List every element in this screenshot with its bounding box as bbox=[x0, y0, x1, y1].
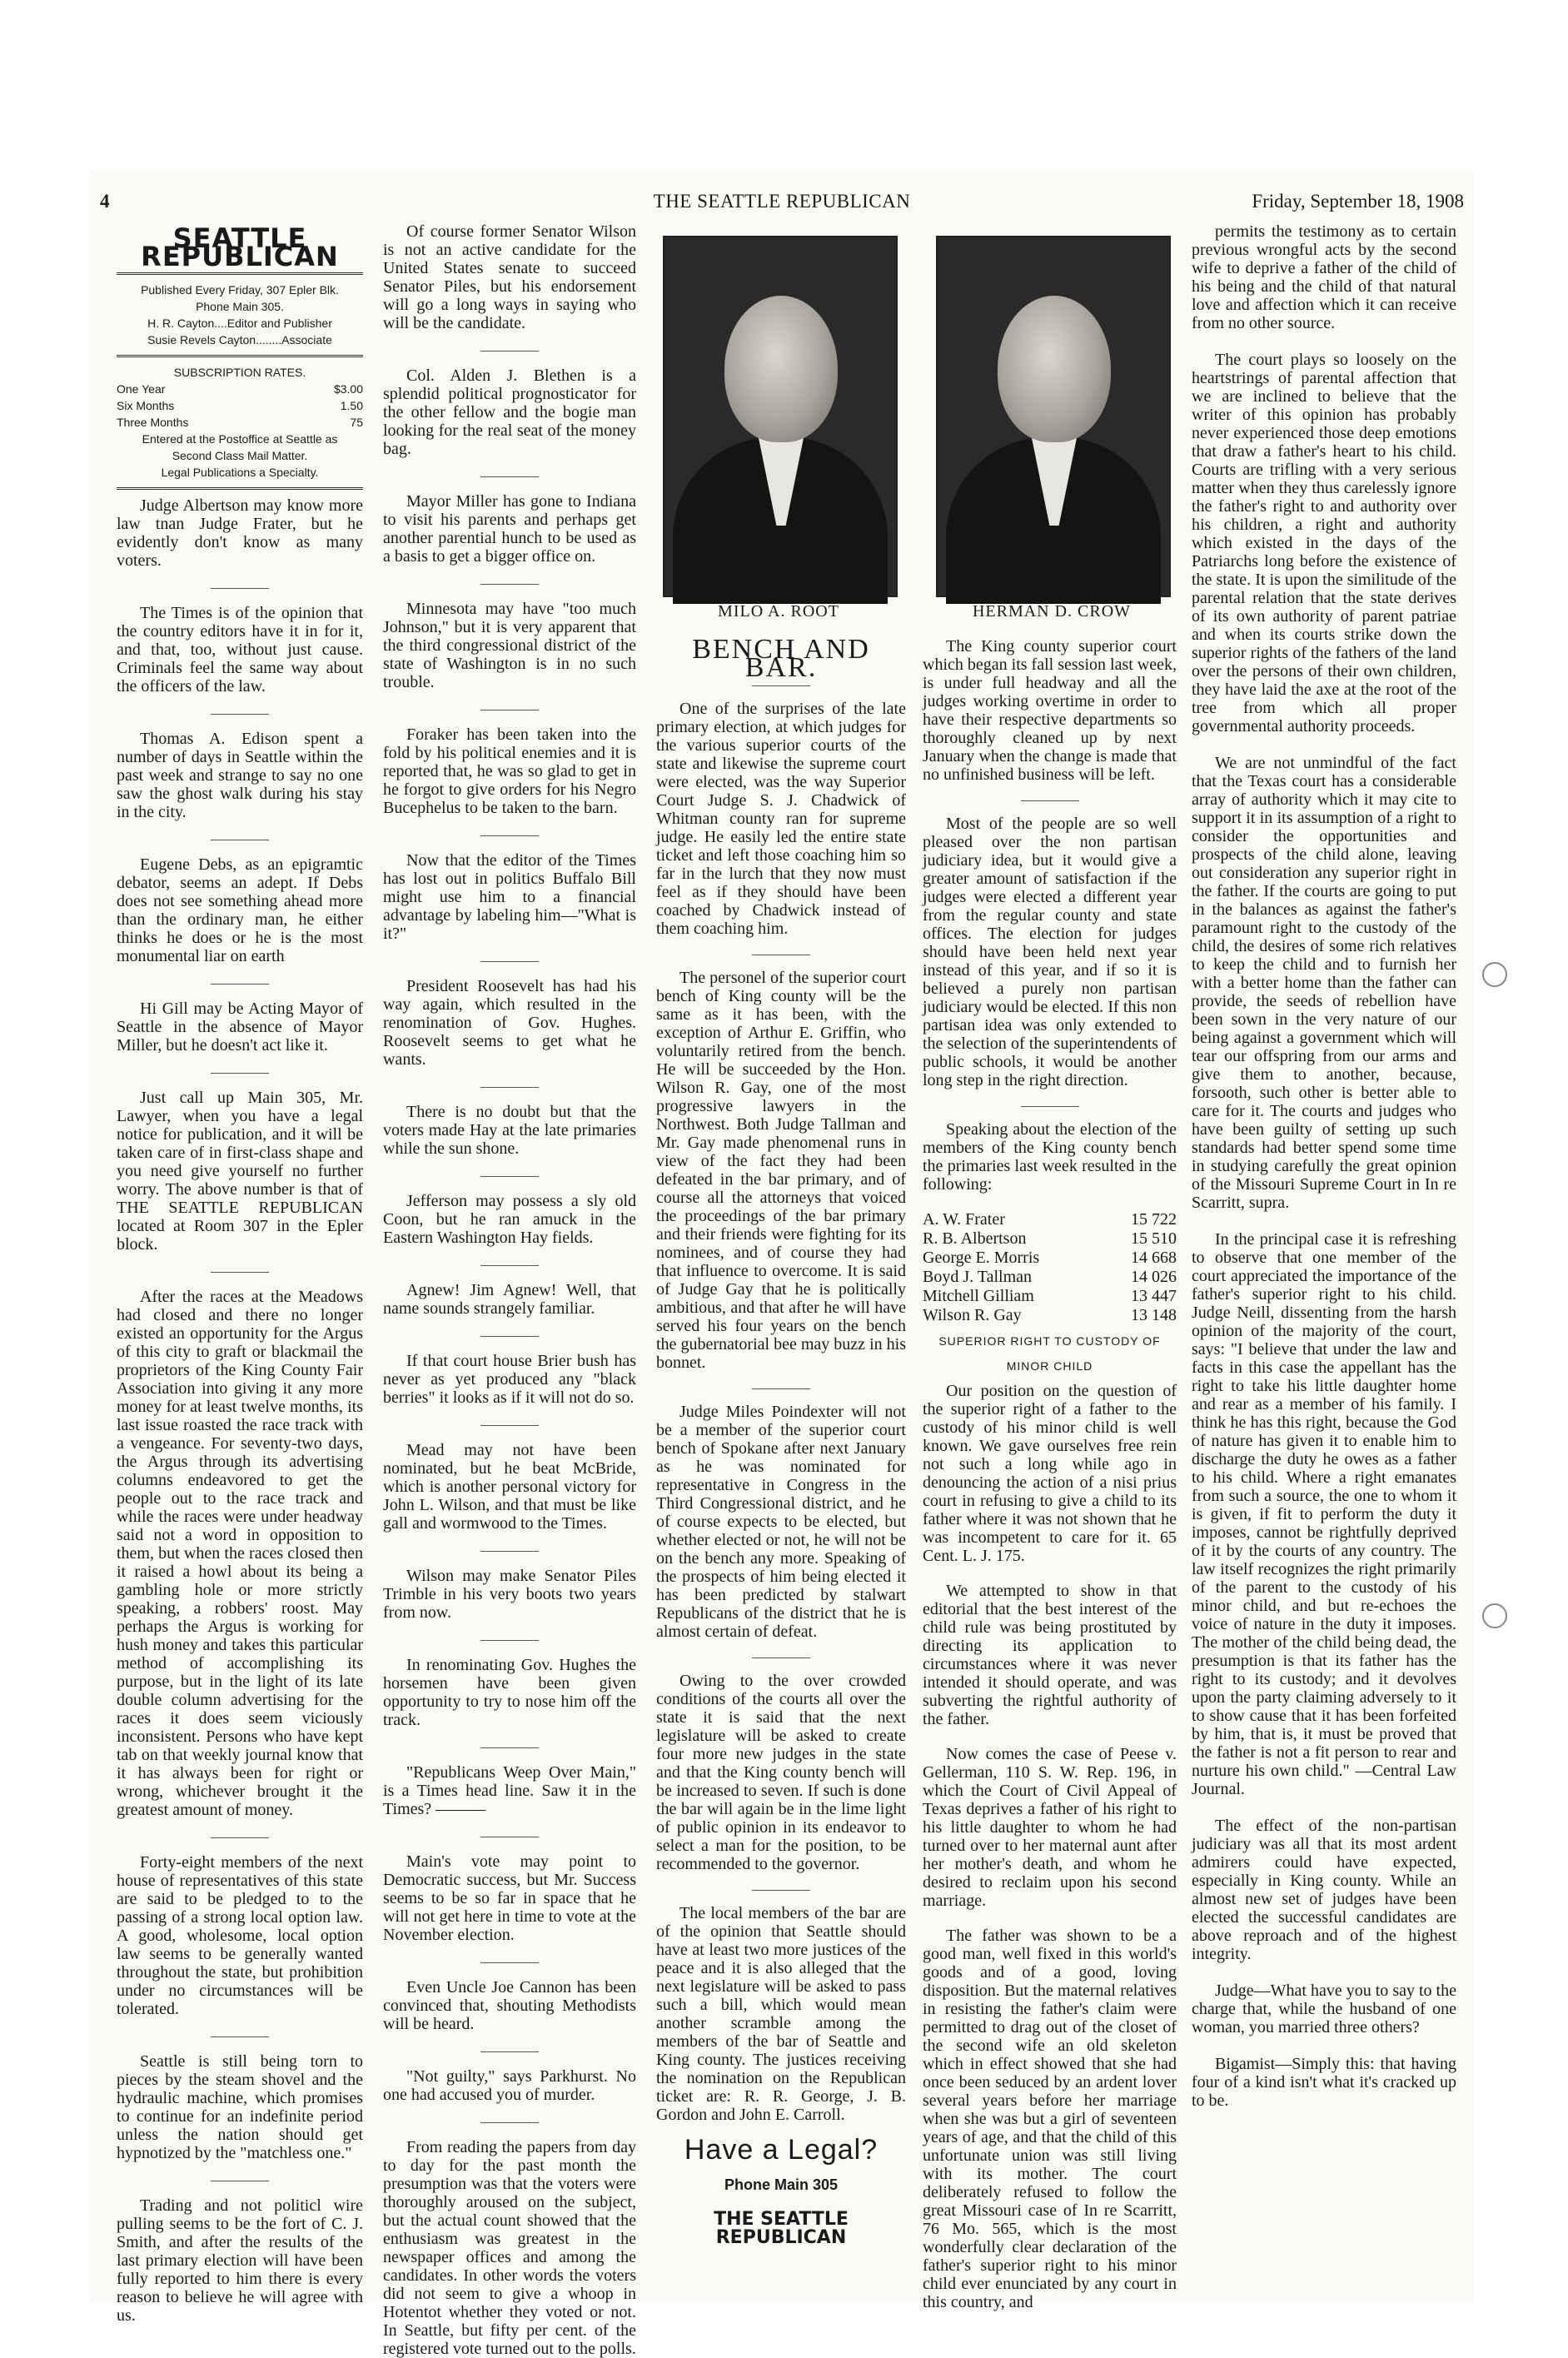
paragraph: Col. Alden J. Blethen is a splendid political prognosticator for the other fellow and the bogie man looking for the real seat of the money bag. bbox=[383, 366, 636, 458]
paragraph: The local members of the bar are of the opinion that Seattle should have at least two more justices of the peace and it is also alleged that the next legislature will be asked to pass such a bill, which would mean another scramble among the members of the bar of Seattle and King county. The justices receiving the nomination on the Republican ticket are: R. R. George, J. B. Gordon and John E. Carroll. bbox=[656, 1904, 906, 2124]
rate-row: Six Months 1.50 bbox=[117, 399, 363, 412]
paragraph: Thomas A. Edison spent a number of days in Seattle within the past week and strange to say no one saw the ghost walk during his stay in the city. bbox=[117, 730, 363, 821]
paragraph: Wilson may make Senator Piles Trimble in his very boots two years from now. bbox=[383, 1567, 636, 1622]
result-row: Boyd J. Tallman 14 026 bbox=[923, 1268, 1177, 1286]
divider bbox=[480, 584, 539, 585]
divider bbox=[211, 1073, 269, 1074]
paragraph: Judge Albertson may know more law tnan Judge Frater, but he evidently don't know as many voters. bbox=[117, 496, 363, 570]
column-3 bbox=[656, 634, 906, 2270]
column-4-bottom bbox=[923, 1382, 1177, 2311]
newspaper-page bbox=[90, 171, 1474, 2358]
paragraph: The personel of the superior court bench of King county will be the same as it has been, with the exception of Arthur E. Griffin, who voluntarily retired from the bench. He will be succeeded by the Hon. Wilson R. Gay, one of the most progressive lawyers in the Northwest. Both Judge Tallman and Mr. Gay made phenomenal runs in view of the fact they had been defeated in the bar primary, and of course all the attorneys that voiced the proceedings of the bar primary and their friends were fighting for its nominees, and of course they had that influence to overcome. It is said of Judge Gay that he is politically ambitious, and that after he will have served his four years on the bench the gubernatorial bee may buzz in his bonnet. bbox=[656, 969, 906, 1372]
divider bbox=[1021, 1106, 1079, 1107]
binding-hole bbox=[1482, 1603, 1507, 1628]
divider bbox=[480, 1087, 539, 1088]
masthead-line-4: Susie Revels Cayton........Associate bbox=[147, 333, 332, 346]
paragraph: After the races at the Meadows had closed and there no longer existed an opportunity for the Argus of this city to graft or blackmail the proprietors of the King County Fair Association into giving it any more money for at least twelve months, its last issue roasted the race track with a vengeance. For seventy-two days, the Argus through its advertising columns endeavored to get the people out to the race track and while the races were under headway said not a word in opposition to them, but when the races closed then it raised a howl about its being a gambling hole or more strictly speaking, a robbers' roost. May perhaps the Argus is working for hush money and takes this particular method of accomplishing its purpose, but in the light of its late double column advertising for the races it does seem viciously inconsistent. Persons who have kept tab on that weekly journal know that it has always been for right or wrong, whichever brought it the greatest amount of money. bbox=[117, 1288, 363, 1819]
paragraph: Now comes the case of Peese v. Gellerman, 110 S. W. Rep. 196, in which the Court of Civil Appeal of Texas deprives a father of his right to his little daughter to whom he had turned over to her maternal aunt after her mother's death, and whom he desired to reclaim upon his second marriage. bbox=[923, 1745, 1177, 1910]
divider bbox=[480, 1962, 539, 1963]
paragraph: The father was shown to be a good man, well fixed in this world's goods and of a good, loving disposition. But the maternal relatives in resisting the father's claim were permitted to drag out of the closet of the second wife an old skeleton which in effect showed that she had once been seduced by an ardent lover several years before her marriage when she was but a girl of seventeen years of age, and that the child of this unfortunate union was still living with its mother. The court deliberately refused to follow the great Missouri case of In re Scarritt, 76 Mo. 565, which is the most wonderfully clear declaration of the father's superior right to his minor child ever enunciated by any court in this country, and bbox=[923, 1927, 1177, 2311]
paragraph: If that court house Brier bush has never as yet produced any "black berries" it looks as if it will not do so. bbox=[383, 1352, 636, 1407]
paragraph: In the principal case it is refreshing to observe that one member of the court appreciated the importance of the father's superior right to his child. Judge Neill, dissenting from the harsh opinion of the majority of the court, says: "I believe that under the law and facts in this case the appellant has the right to take his little daughter home and rear as a member of his family. I think he has this right, because the God of nature has given it to enable him to discharge the duty he owes as a father to his child. Where a right emanates from such a source, the one to whom it is given, if fit to perform the duty it imposes, cannot be rightfully deprived of it by the courts of any country. The law itself recognizes the right primarily of the parent to the custody of his minor child, and but re-echoes the voice of nature in the duty it imposes. The mother of the child being dead, the presumption is that its father has the right to its custody; and it devolves upon the party claiming adversely to it to show cause that it has been forfeited by him, that is, it must be proved that the father is not a fit person to rear and nurture his own child." —Central Law Journal. bbox=[1192, 1230, 1456, 1798]
result-row: Wilson R. Gay 13 148 bbox=[923, 1306, 1177, 1324]
paragraph: Mead may not have been nominated, but he beat McBride, which is another personal victory for John L. Wilson, and that must be like gall and wormwood to the Times. bbox=[383, 1441, 636, 1533]
result-row: George E. Morris 14 668 bbox=[923, 1249, 1177, 1267]
column-4-top bbox=[923, 637, 1177, 1194]
paragraph: "Not guilty," says Parkhurst. No one had accused you of murder. bbox=[383, 2067, 636, 2104]
rates-title: SUBSCRIPTION RATES. bbox=[173, 366, 306, 379]
paragraph: President Roosevelt has had his way again, which resulted in the renomination of Gov. Hughes. Roosevelt seems to get what he wants. bbox=[383, 977, 636, 1069]
column-1-body bbox=[117, 496, 363, 2325]
legal-advertisement bbox=[656, 2134, 906, 2248]
paragraph: Judge—What have you to say to the charge that, while the husband of one woman, you married three others? bbox=[1192, 1982, 1456, 2036]
paragraph: In renominating Gov. Hughes the horsemen have been given opportunity to try to nose him off the track. bbox=[383, 1656, 636, 1729]
ad-phone: Phone Main 305 bbox=[724, 2176, 839, 2193]
paragraph: Bigamist—Simply this: that having four of a kind isn't what it's cracked up to be. bbox=[1192, 2055, 1456, 2110]
divider bbox=[480, 1551, 539, 1552]
masthead-line-2: Phone Main 305. bbox=[196, 300, 284, 313]
paragraph: There is no doubt but that the voters made Hay at the late primaries while the sun shone. bbox=[383, 1103, 636, 1158]
paragraph: From reading the papers from day to day for the past month the presumption was that the voters were thoroughly aroused on the subject, but the actual count showed that the enthusiasm was greatest in the newspaper offices and among the candidates. In other words the voters did not seem to give a whoop in Hotentot whether they voted or not. In Seattle, but fifty per cent. of the registered vote turned out to the polls. bbox=[383, 2138, 636, 2358]
portrait-caption-left: MILO A. ROOT bbox=[718, 602, 839, 621]
paragraph: Most of the people are so well pleased over the non partisan judiciary idea, but it would give a greater amount of satisfaction if the judges were elected a different year from the regular county and state offices. The election for judges should have been held next year instead of this year, and if so it is believed a purely non partisan judiciary would be elected. If this non partisan idea was only extended to the selection of the superintendents of public schools, it would be another long step in the right direction. bbox=[923, 815, 1177, 1089]
divider bbox=[480, 961, 539, 962]
paragraph: Jefferson may possess a sly old Coon, but he ran amuck in the Eastern Washington Hay fields. bbox=[383, 1192, 636, 1247]
divider bbox=[211, 984, 269, 985]
portrait-milo-root bbox=[663, 236, 898, 597]
postoffice-note-2: Second Class Mail Matter. bbox=[172, 449, 308, 462]
masthead-line-1: Published Every Friday, 307 Epler Blk. bbox=[141, 283, 339, 297]
paragraph: Judge Miles Poindexter will not be a member of the superior court bench of Spokane after next January as he was nominated for representative in Congress in the Third Congressional district, and he of course expects to be elected, but whether elected or not, he will not be on the bench any more. Speaking of the prospects of him being elected it has been predicted by stalwart Republicans of the district that he is almost certain of defeat. bbox=[656, 1403, 906, 1641]
paragraph: The court plays so loosely on the heartstrings of parental affection that we are inclined to believe that the writer of this opinion has probably never experienced those deep emotions that draw a father's heart to his child. Courts are trifling with a very serious matter when they thus carelessly ignore the father's right to and authority over his children, a right and authority which existed in the days of the Patriarchs long before the existence of the state. It is upon the similitude of the parental relation that the state derives of its own authority of parent patriae and when its courts strike down the superior rights of the fathers of the land over the persons of their own children, they have laid the axe at the root of the tree from which all proper governmental authority proceeds. bbox=[1192, 351, 1456, 735]
divider bbox=[752, 1388, 810, 1389]
divider bbox=[211, 2036, 269, 2037]
paragraph: We attempted to show in that editorial that the best interest of the child rule was being prostituted by directing its application to circumstances where it was never intended it should operate, and was subverting the rightful authority of the father. bbox=[923, 1582, 1177, 1728]
divider bbox=[1021, 800, 1079, 801]
paragraph: Even Uncle Joe Cannon has been convinced that, shouting Methodists will be heard. bbox=[383, 1978, 636, 2033]
legal-note: Legal Publications a Specialty. bbox=[161, 466, 319, 479]
masthead-line-3: H. R. Cayton....Editor and Publisher bbox=[147, 317, 332, 330]
rates-table bbox=[117, 381, 363, 431]
paragraph: Of course former Senator Wilson is not an active candidate for the United States senate to succeed Senator Piles, but his endorsement will go a long ways in saying who will be the candidate. bbox=[383, 222, 636, 332]
ad-headline: Have a Legal? bbox=[684, 2134, 879, 2166]
divider bbox=[480, 2051, 539, 2052]
postoffice-note-1: Entered at the Postoffice at Seattle as bbox=[142, 432, 338, 446]
paragraph: One of the surprises of the late primary election, at which judges for the various superior courts of the state and likewise the supreme court were elected, was the way Superior Court Judge S. J. Chadwick of Whitman county ran for supreme judge. He easily led the entire state ticket and left those coaching him so far in the lurch that they now must feel as if they should have been coached by Chadwick instead of them coaching him. bbox=[656, 700, 906, 938]
paragraph: Speaking about the election of the members of the King county bench the primaries last week resulted in the following: bbox=[923, 1120, 1177, 1194]
column-2 bbox=[383, 222, 636, 2358]
paragraph: Main's vote may point to Democratic success, but Mr. Success seems to be so far in space that he will not get here in time to vote at the November election. bbox=[383, 1852, 636, 1944]
ad-brand: THE SEATTLE REPUBLICAN bbox=[714, 2209, 849, 2248]
bench-and-bar-headline: BENCH AND BAR. bbox=[692, 634, 870, 683]
masthead-rule bbox=[117, 272, 363, 275]
paragraph: Our position on the question of the superior right of a father to the custody of his minor child is well known. We gave ourselves free rein not such a long while ago in denouncing the action of a nisi prius court in refusing to give a child to its father where it was not shown that he was incompetent to care for it. 65 Cent. L. J. 175. bbox=[923, 1382, 1177, 1565]
paragraph: Now that the editor of the Times has lost out in politics Buffalo Bill might use him to a financial advantage by labeling him—"What is it?" bbox=[383, 851, 636, 943]
divider bbox=[480, 1176, 539, 1177]
divider bbox=[211, 588, 269, 589]
custody-subhead-1: SUPERIOR RIGHT TO CUSTODY OF bbox=[938, 1334, 1161, 1348]
portraits-block bbox=[656, 227, 1177, 644]
paragraph: The King county superior court which began its fall session last week, is under full headway and all the judges working overtime in order to have their respective departments so thoroughly cleaned up by next January when the change is made that no unfinished business will be left. bbox=[923, 637, 1177, 784]
paragraph: The effect of the non-partisan judiciary was all that its most ardent admirers could have expected, especially in King county. While an almost new set of judges have been elected the successful candidates are above reproach and of the highest integrity. bbox=[1192, 1817, 1456, 1963]
result-row: A. W. Frater 15 722 bbox=[923, 1210, 1177, 1229]
page-number: 4 bbox=[100, 191, 110, 212]
divider bbox=[480, 1265, 539, 1266]
divider bbox=[211, 714, 269, 715]
paragraph: We are not unmindful of the fact that the Texas court has a considerable array of authority which it may cite to support it in its assumption of a right to consider the opportunities and prospects of the child alone, leaving out consideration any superior right in the father. If the courts are going to put in the balances as against the father's paramount right to the custody of the child, the desires of some rich relatives to keep the child and to furnish her with a better home than the father can provide, the seeds of rebellion have been sown in the very nature of our being against a government which will tear our offspring from our arms and give them to another, because, forsooth, such other is better able to care for it. The courts and judges who have been guilty of setting up such standards had better spend some time in studying carefully the great opinion of the Missouri Supreme Court in In re Scarritt, supra. bbox=[1192, 754, 1456, 1212]
custody-subhead-2: MINOR CHILD bbox=[1006, 1359, 1093, 1373]
column-1 bbox=[117, 222, 363, 2325]
paragraph: Mayor Miller has gone to Indiana to visit his parents and perhaps get another parential hunch to be used as a basis to get a bigger office on. bbox=[383, 492, 636, 566]
paragraph: Minnesota may have "too much Johnson," but it is very apparent that the third congressional district of the state of Washington is in no such trouble. bbox=[383, 600, 636, 691]
divider bbox=[480, 835, 539, 836]
binding-hole bbox=[1482, 962, 1507, 987]
masthead-title: SEATTLE REPUBLICAN bbox=[141, 222, 339, 272]
column-5-body bbox=[1192, 222, 1456, 2110]
divider bbox=[480, 1640, 539, 1641]
divider bbox=[480, 2122, 539, 2123]
paper-title: THE SEATTLE REPUBLICAN bbox=[653, 191, 911, 212]
divider bbox=[480, 476, 539, 477]
running-head bbox=[90, 186, 1474, 219]
paragraph: permits the testimony as to certain previous wrongful acts by the second wife to deprive a father of the child of his being and the child of that natural love and affection which it can receive from no other source. bbox=[1192, 222, 1456, 332]
paragraph: Just call up Main 305, Mr. Lawyer, when you have a legal notice for publication, and it will be taken care of in first-class shape and you need give yourself no further worry. The above number is that of THE SEATTLE REPUBLICAN located at Room 307 in the Epler block. bbox=[117, 1089, 363, 1254]
result-row: Mitchell Gilliam 13 447 bbox=[923, 1287, 1177, 1305]
column-5 bbox=[1192, 222, 1456, 2205]
divider bbox=[480, 1747, 539, 1748]
column-3-body bbox=[656, 700, 906, 2124]
paragraph: Forty-eight members of the next house of representatives of this state are said to be pledged to to the passing of a strong local option law. A good, wholesome, local option law seems to be generally wanted throughout the state, but prohibition under no circumstances will be tolerated. bbox=[117, 1853, 363, 2018]
divider bbox=[211, 1837, 269, 1838]
paragraph: Hi Gill may be Acting Mayor of Seattle in the absence of Mayor Miller, but he doesn't act like it. bbox=[117, 1000, 363, 1054]
paragraph: Seattle is still being torn to pieces by the steam shovel and the hydraulic machine, which promises to continue for an indefinite period unless the nation should get hypnotized by the "matchless one." bbox=[117, 2052, 363, 2162]
paragraph: Eugene Debs, as an epigramtic debator, seems an adept. If Debs does not see something ahead more than the ordinary man, he either thinks he does or he is the most monumental liar on earth bbox=[117, 855, 363, 965]
masthead-rule-3 bbox=[117, 487, 363, 490]
paragraph: Agnew! Jim Agnew! Well, that name sounds strangely familiar. bbox=[383, 1281, 636, 1318]
portrait-caption-right: HERMAN D. CROW bbox=[972, 602, 1132, 621]
paragraph: Trading and not politicl wire pulling seems to be the fort of C. J. Smith, and after the results of the last primary election will have been fully reported to him there is every reason to believe he will agree with us. bbox=[117, 2196, 363, 2325]
rate-row: One Year $3.00 bbox=[117, 382, 363, 396]
result-row: R. B. Albertson 15 510 bbox=[923, 1229, 1177, 1248]
issue-date: Friday, September 18, 1908 bbox=[1252, 191, 1464, 212]
divider bbox=[752, 1890, 810, 1891]
divider bbox=[480, 1336, 539, 1337]
paragraph: The Times is of the opinion that the country editors have it in for it, and that, too, without just cause. Criminals feel the same way about the officers of the law. bbox=[117, 604, 363, 695]
divider bbox=[211, 1272, 269, 1273]
divider bbox=[480, 1425, 539, 1426]
masthead-rule-2 bbox=[117, 355, 363, 357]
paragraph: "Republicans Weep Over Main," is a Times head line. Saw it in the Times? ——— bbox=[383, 1763, 636, 1818]
paragraph: Foraker has been taken into the fold by his political enemies and it is reported that, he was so glad to get in he forgot to give orders for his Negro Bucephelus to be taken to the barn. bbox=[383, 725, 636, 817]
paragraph: Owing to the over crowded conditions of the courts all over the state it is said that the next legislature will be asked to create four more new judges in the state and that the King county bench will be increased to seven. If such is done the bar will again be in the lime light of public opinion in its endeavor to select a man for the position, to be recommended to the governor. bbox=[656, 1672, 906, 1873]
portrait-herman-crow bbox=[936, 236, 1171, 597]
column-2-body bbox=[383, 222, 636, 2358]
rate-row: Three Months 75 bbox=[117, 416, 363, 429]
column-4 bbox=[923, 637, 1177, 2311]
election-results bbox=[923, 1210, 1177, 1325]
